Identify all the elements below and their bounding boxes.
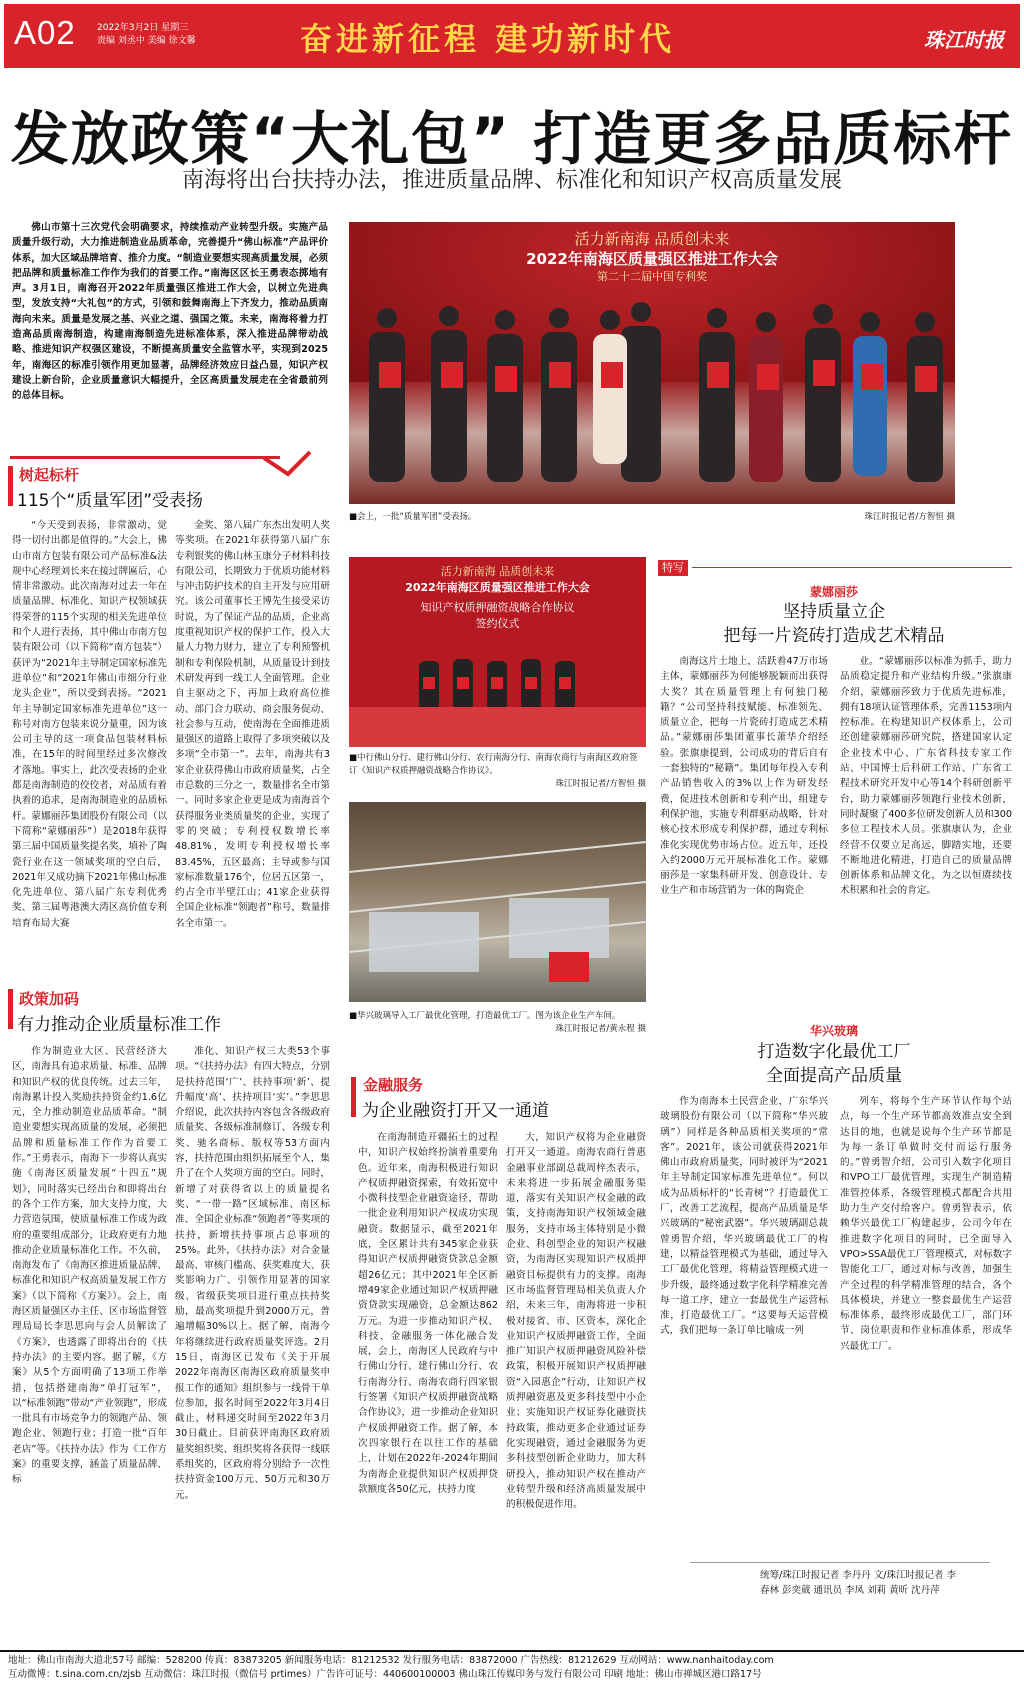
section3-text-col-b: 大，知识产权将为企业融资打开又一通道。南海农商行普惠金融事业部副总裁周梓杰表示，未来将进一步拓展金融服务渠道，落实有关知识产权金融的政策，支持南海知识产权领域金融服务，支持市场主体特别是小微企业、科创型企业的知识产权融资，为南海区实现知识产权质押融资目标提供有力的支撑。南海区市场监督管理局相关负责人介绍，未来三年，南海将进一步积极对接省、市、区资本，深化企业知识产权质押融资工作，全面推广知识产权质押融资风险补偿政策，积极开展知识产权质押融资“入园惠企”行动，让知识产权质押融资惠及更多科技型中小企业；实施知识产权证券化融资扶持政策，推动更多企业通过证券化实现融资，通过金融服务为更多科技型创新企业助力，加大科研投入，推动知识产权在推动产业转型升级和经济高质量发展中的积极促进作用。 <box>506 1132 646 1511</box>
feature2-text-col-a: 作为南海本土民营企业，广东华兴玻璃股份有限公司（以下简称“华兴玻璃”）同样是各种品质相关奖项的“常客”。2021年，该公司就获得2021年佛山市政府质量奖，同时被评为“2021年主导制定国家标准先进单位”。何以成为品质标杆的“长青树”？打造最优工厂，改善工艺流程，提高产品质量是华兴玻璃的“秘密武器”。华兴玻璃副总裁曾勇智介绍，华兴玻璃最优工厂的构建，以精益管理模式为基础，通过导入工厂最优化管理，将精益管理模式进一步升级，最终通过数字化科学精准完善每一道工序，建立一套最优生产运营标准，打造最优工厂。“这要每天运营模式，我们把每一条订单比喻成一列 <box>660 1096 828 1337</box>
factory-caption-row <box>349 1010 646 1036</box>
signing-banner-line4: 签约仪式 <box>475 617 520 630</box>
feature2-title-line2: 全面提高产品质量 <box>766 1066 902 1086</box>
signing-banner-line3: 知识产权质押融资战略合作协议 <box>420 601 575 614</box>
main-photo-caption-row <box>349 511 955 524</box>
masthead-meta <box>97 22 207 48</box>
footer <box>0 1650 1024 1681</box>
masthead-editors: 责编 刘丞中 美编 徐文馨 <box>97 36 196 46</box>
section-bar-1 <box>8 466 13 506</box>
masthead-date: 2022年3月2日 星期三 <box>97 23 189 33</box>
footer-line2: 互动微博：t.sina.com.cn/zjsb 互动微信：珠江时报（微信号 prtimes）广告许可证号：440600100003 佛山珠江传媒印务与发行有限公司 印刷 地址：佛山市禅城区港口路17号 <box>8 1669 762 1680</box>
paper-logo: 珠江时报 <box>924 28 1004 52</box>
award-recipients-figures <box>349 292 955 504</box>
feature-tag: 特写 <box>658 560 688 576</box>
footer-line1: 地址：佛山市南海大道北57号 邮编：528200 传真：83873205 新闻服务电话：81212532 发行服务电话：83872000 广告热线：81212629 互动网站：www.nanhaitoday.com <box>8 1655 774 1666</box>
section-label-2: 政策加码 <box>19 990 80 1008</box>
main-photo-banner-line2: 2022年南海区质量强区推进工作大会 <box>526 250 778 268</box>
main-photo-banner-line3: 第二十二届中国专利奖 <box>597 270 707 283</box>
section3-text-col-a: 在南海制造开疆拓土的过程中，知识产权始终扮演着重要角色。近年来，南海积极进行知识产权质押融资探索，有效拓宽中小微科技型企业融资途径，帮助一批企业利用知识产权成功实现融资。数据显示，截至2021年底，全区累计共有345家企业获得知识产权质押融资贷款总金额超26亿元；其中2021年全区新增49家企业通过知识产权质押融资贷款实现融资，总金额达862万元。为进一步推动知识产权、科技、金融服务一体化融合发展，会上，南海区人民政府与中行佛山分行、建行佛山分行、农行南海分行、南海农商行四家银行签署《知识产权质押融资战略合作协议》，进一步推动企业知识产权质押融资工作。据了解，本次四家银行在以往工作的基础上，计划在2022年-2024年期间为南海企业提供知识产权质押贷款额度各50亿元，扶持力度 <box>358 1132 498 1495</box>
main-photo-credit: 珠江时报记者/方智恒 摄 <box>864 512 955 522</box>
main-photo-caption: ■会上，一批“质量军团”受表扬。 <box>349 512 477 522</box>
feature1-company: 蒙娜丽莎 <box>809 585 858 599</box>
signing-caption-row <box>349 752 646 791</box>
masthead-slogan: 奋进新征程 建功新时代 <box>300 20 676 58</box>
feature2-title-line1: 打造数字化最优工厂 <box>757 1042 911 1062</box>
feature-rule <box>692 567 1012 568</box>
factory-credit: 珠江时报记者/黄永程 摄 <box>555 1024 646 1034</box>
headline: 发放政策“大礼包” 打造更多品质标杆 <box>10 105 1014 173</box>
section-label-3: 金融服务 <box>363 1076 424 1094</box>
factory-caption: ■华兴玻璃导入工厂最优化管理，打造最优工厂。图为该企业生产车间。 <box>349 1011 621 1021</box>
factory-photo <box>349 802 646 1002</box>
signing-figures <box>349 647 646 747</box>
factory-machinery <box>349 802 646 1002</box>
subheadline: 南海将出台扶持办法，推进质量品牌、标准化和知识产权高质量发展 <box>181 168 842 193</box>
section-title-3: 为企业融资打开又一通道 <box>362 1101 549 1121</box>
signing-banner-line2: 2022年南海区质量强区推进工作大会 <box>405 581 590 594</box>
section-bar-3 <box>351 1077 356 1117</box>
section1-text-col-b: 金奖、第八届广东杰出发明人奖等奖项。在2021年获得第八届广东专利银奖的佛山林玉康分子材料科技有限公司，长期致力于优质功能材料与冲击防护技术的自主开发与应用研究。该公司董事长王博先生接受采访时说，为了保证产品的品质，企业高度重视知识产权的保护工作，投入大量人力物力财力，建立了专利预警机制和专利保险机制，从质量设计到技术研发再到一线工人全面管理。企业自主驱动之下，再加上政府高位推动、部门合力联动、商会服务促动、社会参与互动，使南海在全面推进质量强区的道路上取得了多项突破以及多项“全市第一”。去年，南海共有3家企业获得佛山市政府质量奖，占全市总数的三分之一，数量排名全市第一。同时多家企业更是成为南海首个获得服务业类质量奖的企业，实现了零的突破；专利授权数增长率48.81%，发明专利授权增长率83.45%，五区最高；主导或参与国家标准数量176个，位居五区第一，约占全市半壁江山；41家企业获得全国企业标准“领跑者”称号，数量排名全市第一。 <box>175 520 330 929</box>
section-title-2: 有力推动企业质量标准工作 <box>17 1015 221 1035</box>
section-label-1: 树起标杆 <box>19 466 80 484</box>
section-bar-2 <box>8 989 13 1029</box>
signing-banner-line1: 活力新南海 品质创未来 <box>440 565 555 578</box>
signing-caption: ■中行佛山分行、建行佛山分行、农行南海分行、南海农商行与南海区政府签订《知识产权质押融资战略合作协议》。 <box>349 753 638 776</box>
feature2-company: 华兴玻璃 <box>809 1024 858 1038</box>
feature2-text-col-b: 列车，将每个生产环节认作每个站点，每一个生产环节都高效准点安全到达目的地，也就是说每个生产环节都是为每一条订单做时交付而运行服务的。”曾勇智介绍，公司引入数字化项目和VPO工厂最优管理，实现生产制造精准管控体系，各级管理模式都配合共用助力生产交付给客户。曾勇智表示，依赖华兴最优工厂构建起步，公司今年在推进数字化项目的同时，已全面导入VPO>SSA最优工厂管理模式，对标数字智能化工厂，通过对标与改善，加强生产全过程的科学精准管理的结合，各个具体模块，并建立一整套最优生产运营标准体系，最终形成最优工厂，部门环节、岗位职责和作业标准体系，形成华兴最优工厂。 <box>840 1096 1012 1352</box>
main-photo-banner-line1: 活力新南海 品质创未来 <box>574 230 730 248</box>
signing-credit: 珠江时报记者/方智恒 摄 <box>555 779 646 789</box>
signing-photo <box>349 557 646 747</box>
section1-text-col-a: “今天受到表扬，非常激动，觉得一切付出都是值得的。”大会上，佛山市南方包装有限公司产品标准&法规中心经理刘长来在接过牌匾后，心情非常激动。此次南海对过去一年在质量品牌、标准化、知识产权领域获得荣誉的115个实现的相关先进单位和个人进行表扬，其中佛山市南方包装有限公司（以下简称“南方包装”）获评为“2021年主导制定国家标准先进单位”和“2021年佛山市细分行业龙头企业”，所以受到表扬。“2021年主导制定国家标准先进单位”这一称号对南方包装来说分量重，因为该公司主导的这一项食品包装材料标准，在15年的时间里经过多次修改才落地。事实上，此次受表扬的企业都是南海制造的佼佼者，对品质有着执着的追求，是南海制造业的品质标杆。蒙娜丽莎集团股份有限公司（以下简称“蒙娜丽莎”）是2018年获得第三届中国质量奖提名奖，填补了陶瓷行业在这一领域奖项的空白后，2021年又成功摘下2021年佛山标准化先进单位、第八届广东专利优秀奖、第三届粤港澳大湾区高价值专利培育布局大赛 <box>12 520 167 929</box>
feature1-text-col-a: 南海这片土地上，活跃着47万市场主体，蒙娜丽莎为何能够脱颖而出获得大奖？其在质量管理上有何独门秘籍？“公司坚持科技赋能、标准领先、质量立企，把每一片瓷砖打造成艺术精品。”蒙娜丽莎集团董事长萧华介绍经验。张旗康提到，公司成功的背后自有一套独特的“秘籍”。集团每年投入专利产品销售收入的3%以上作为研发经费，促进技术创新和专利产出，组建专利保护池，实施专利群驱动战略，针对核心技术形成专利保护群，通过专利标准化实现优势市场占位。近五年，还投入约2000万元开展标准化工作。蒙娜丽莎是一家集科研开发、创意设计、专业生产和市场营销为一体的陶瓷企 <box>660 656 828 897</box>
lead-paragraph: 佛山市第十三次党代会明确要求，持续推动产业转型升级。实施产品质量升级行动，大力推进制造业品质革命，完善提升“佛山标准”产品评价体系，加大区域品牌培育、推介力度。“制造业要想实现高质量发展，必须把品牌和质量标准工作作为我们的首要工作。”南海区区长王勇表态掷地有声。3月1日，南海召开2022年质量强区推进工作大会，以树立先进典型，发放支持“大礼包”的方式，引领和鼓舞南海上下齐发力，推动品质南海向未来。质量是发展之基、兴业之道、强国之策。未来，南海将着力打造高品质南海制造，构建南海制造先进标准体系，深入推进品牌带动战略、推进知识产权强区建设，不断提高质量安全监管水平，实现到2025年，南海区的标准引领作用更加显著，品牌经济效应日益凸显，知识产权建设上新台阶，企业质量意识大幅提升，全区高质量发展走在全省最前列的总体目标。 <box>12 222 328 402</box>
lead-divider <box>10 456 280 459</box>
page-number: A02 <box>14 14 76 51</box>
section2-text-col-b: 准化、知识产权三大类53个事项。“《扶持办法》有四大特点，分别是扶持范围‘广’、扶持事项‘新’、提升幅度‘高’、扶持项目‘实’。”李思思介绍说，此次扶持内容包含各级政府质量奖、各级标准制修订、各级专利奖、驰名商标、版权等53方面内容，扶持范围由组织拓展至个人，集升了在个人奖项方面的空白。同时，新增了对获得省以上的质量提名奖、“一带一路”区域标准、南区标准、全国企业标准“领跑者”等奖项的扶持，新增扶持事项占总事项的25%。此外，《扶持办法》对合金量最高、审核门槛高、获奖难度大、获奖影响力广、引领作用显著的国家级、省级获奖项目进行重点扶持奖励，最高奖项提升到2000万元，普遍增幅30%以上。据了解，南海今年将继续进行政府质量奖评选。2月15日，南海区已发布《关于开展2022年南海区南海区政府质量奖申报工作的通知》组织参与一线骨干单位参加，报名时间至2022年3月4日截止，材料递交时间至2022年3月30日截止。目前获评南海区政府质量奖组织奖、组织奖将各获得一线联系组奖的，区政府将分别给予一次性扶持资金100万元、50万元和30万元。 <box>175 1046 330 1501</box>
byline-rule <box>690 1562 990 1563</box>
byline: 统筹/珠江时报记者 李丹丹 文/珠江时报记者 李春林 彭奕葳 通讯员 李凤 刘莉 黄昕 沈丹萍 <box>760 1570 956 1596</box>
feature1-title-line2: 把每一片瓷砖打造成艺术精品 <box>723 626 945 646</box>
section-title-1: 115个“质量军团”受表扬 <box>17 491 204 511</box>
section2-text-col-a: 作为制造业大区、民营经济大区，南海具有追求质量、标准、品牌和知识产权的优良传统。过去三年，南海累计投入奖励扶持资金约1.6亿元，全力推动制造业品质革命。“制造业要想实现高质量的发展，必须把品牌和质量标准工作作为首要工作。”王勇表示，南海下一步将认真实施《南海区质量发展“十四五”规划》，同时落实已经出台和即将出台的各个工作方案，加大支持力度，大力营造氛围，使质量标准工作成为政府的重要组成部分，让政府更有力地推动企业质量标准化工作。不久前，南海发布了《南海区推进质量品牌、标准化和知识产权高质量发展工作方案》（以下简称《方案》）。会上，南海区质量强区办主任、区市场监督管理局局长李思思向与会人员解读了《方案》，也透露了即将出台的《扶持办法》的主要内容。据了解，《方案》从5个方面明确了13项工作举措，包括搭建南海“单打冠军”，以“标准领跑”带动“产业领跑”，形成一批具有市场竞争力的领跑产品、领跑企业、领跑行业；打造一批“百年老店”等。《扶持办法》作为《工作方案》的重要支撑，涵盖了质量品牌、标 <box>12 1046 167 1486</box>
lead-divider-arrow <box>262 448 312 478</box>
feature1-text-col-b: 业。“蒙娜丽莎以标准为抓手，助力品质稳定提升和产业结构升级。”张旗康介绍，蒙娜丽莎致力于优质先进标准，拥有18项认证管理体系，完善1153项内控标准。在构建知识产权体系上，公司还创建蒙娜丽莎研究院，搭建国家认定企业技术中心、广东省科技专家工作站、中国博士后科研工作站、广东省工程技术研究开发中心等14个科研创新平台，助力蒙娜丽莎领跑行业技术创新，同时凝聚了400多位研发创新人员和300多位工程技术人员。张旗康认为，企业经营不仅要立足高远，脚踏实地，还要不断地进化精进，打造自己的质量品牌创新体系和品牌文化，为之以恒赓续技术积累和社会的肯定。 <box>840 656 1012 897</box>
main-photo <box>349 222 955 504</box>
feature1-title-line1: 坚持质量立企 <box>783 602 885 622</box>
